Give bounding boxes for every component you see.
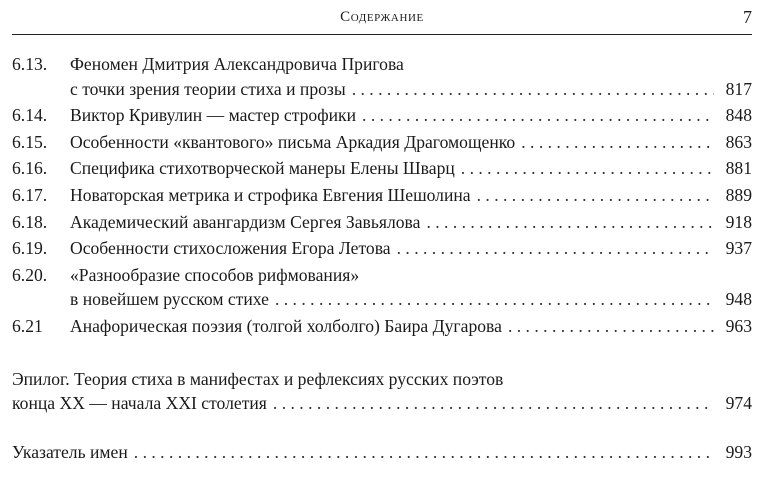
toc-entry-title: Виктор Кривулин — мастер строфики xyxy=(70,105,357,126)
toc-entry-number: 6.13. xyxy=(12,54,48,74)
toc-entry-title-line-1: Феномен Дмитрия Александровича Пригова xyxy=(70,54,404,74)
running-header xyxy=(12,4,752,35)
toc-entry-title: Особенности стихосложения Егора Летова xyxy=(70,238,391,259)
toc-entry-page: 918 xyxy=(725,211,752,232)
dot-leader xyxy=(521,130,714,155)
toc-entry-page: 881 xyxy=(725,158,752,179)
toc-entry-number: 6.21 xyxy=(12,315,43,336)
table-of-contents xyxy=(12,52,752,466)
toc-entry-number: 6.18. xyxy=(12,211,48,232)
epilogue-title-line-1: Эпилог. Теория стиха в манифестах и рефлексиях русских поэтов xyxy=(12,368,504,389)
index-title: Указатель имен xyxy=(12,441,128,462)
dot-leader xyxy=(352,77,714,102)
header-title: Содержание xyxy=(340,9,424,25)
toc-entry-title: Академический авангардизм Сергея Завьялова xyxy=(70,211,421,232)
dot-leader xyxy=(273,391,714,416)
toc-entry-title-line-2: с точки зрения теории стиха и прозы xyxy=(70,78,346,99)
toc-entry-title: Особенности «квантового» письма Аркадия Драгомощенко xyxy=(70,131,516,152)
index-page: 993 xyxy=(725,441,752,462)
epilogue-title-line-2: конца XX — начала XXI столетия xyxy=(12,393,267,414)
toc-entry-title-line-1: «Разнообразие способов рифмования» xyxy=(70,264,360,285)
dot-leader xyxy=(275,287,714,312)
toc-entry-number: 6.14. xyxy=(12,105,48,126)
toc-entry-6-17 xyxy=(12,183,752,208)
dot-leader xyxy=(426,210,714,235)
toc-entry-6-13 xyxy=(12,52,752,101)
toc-entry-title: Специфика стихотворческой манеры Елены Шварц xyxy=(70,158,455,179)
toc-entry-title: Новаторская метрика и строфика Евгения Шешолина xyxy=(70,184,471,205)
toc-entry-title: Анафорическая поэзия (толгой холболго) Баира Дугарова xyxy=(70,315,502,336)
dot-leader xyxy=(461,156,714,181)
toc-entry-6-14 xyxy=(12,103,752,128)
toc-entry-6-16 xyxy=(12,156,752,181)
toc-entry-page: 948 xyxy=(725,289,752,310)
dot-leader xyxy=(508,314,714,339)
toc-entry-page: 817 xyxy=(725,78,752,99)
toc-entry-page: 963 xyxy=(725,315,752,336)
toc-entry-6-20 xyxy=(12,263,752,312)
toc-entry-number: 6.20. xyxy=(12,264,48,285)
toc-entry-epilogue xyxy=(12,367,752,416)
dot-leader xyxy=(362,103,714,128)
toc-entry-page: 889 xyxy=(725,184,752,205)
toc-entry-number: 6.16. xyxy=(12,158,48,179)
toc-entry-number: 6.19. xyxy=(12,238,48,259)
dot-leader xyxy=(134,440,714,465)
epilogue-page: 974 xyxy=(725,393,752,414)
toc-entry-title-line-2: в новейшем русском стихе xyxy=(70,289,269,310)
dot-leader xyxy=(397,236,714,261)
toc-entry-6-18 xyxy=(12,210,752,235)
header-page-number: 7 xyxy=(743,7,752,27)
toc-entry-page: 848 xyxy=(725,105,752,126)
toc-entry-index xyxy=(12,440,752,465)
toc-entry-page: 937 xyxy=(725,238,752,259)
toc-entry-6-15 xyxy=(12,130,752,155)
toc-entry-number: 6.15. xyxy=(12,131,48,152)
toc-entry-page: 863 xyxy=(725,131,752,152)
toc-entry-6-21 xyxy=(12,314,752,339)
dot-leader xyxy=(477,183,714,208)
toc-entry-number: 6.17. xyxy=(12,184,48,205)
toc-entry-6-19 xyxy=(12,236,752,261)
